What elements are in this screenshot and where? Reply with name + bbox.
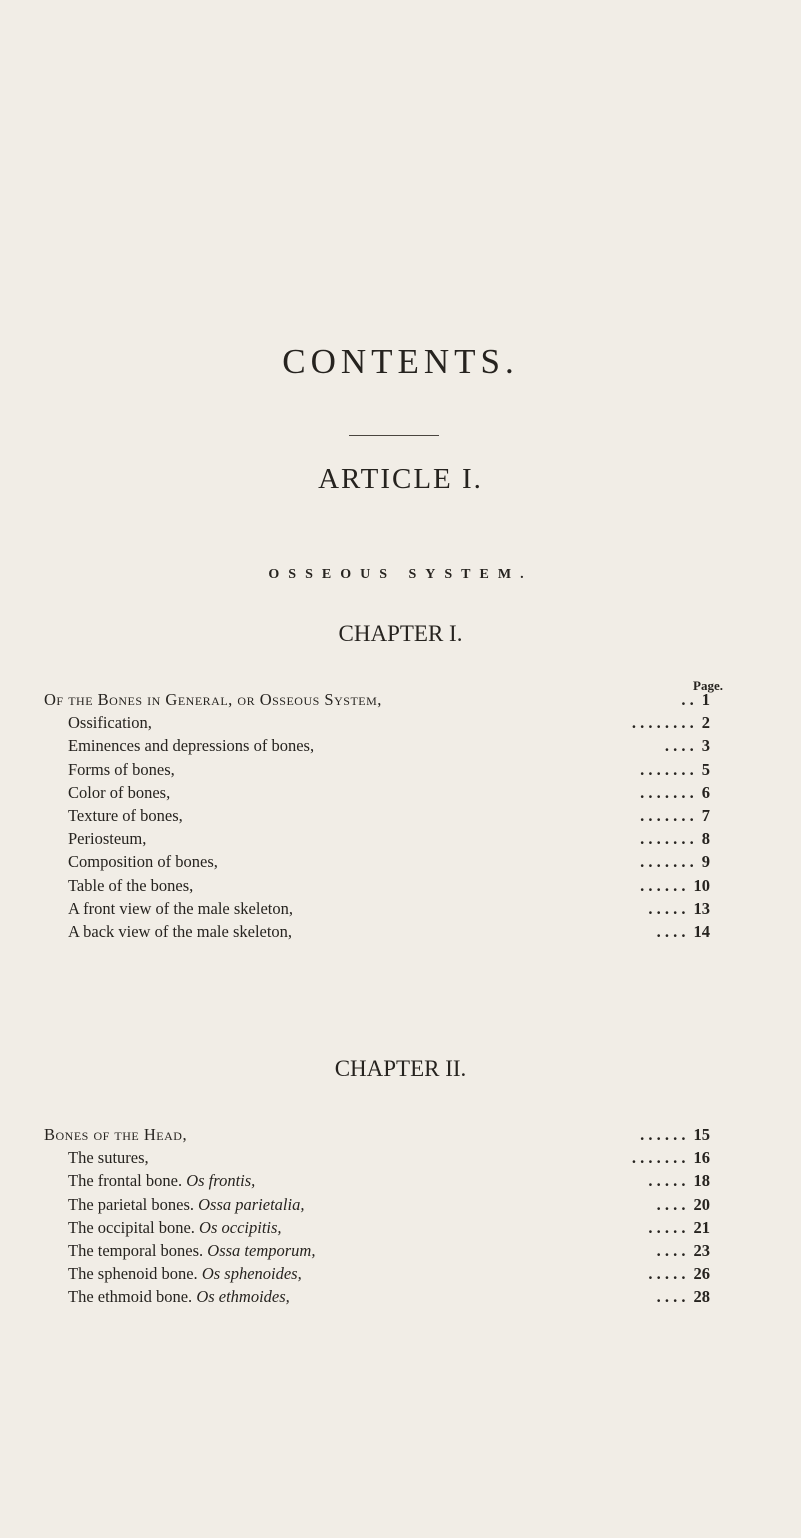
toc-leader-dots: . . . . (656, 1241, 686, 1260)
toc-page-number: 5 (701, 759, 710, 779)
toc-entry-latin-name: Os sphenoides, (201, 1264, 302, 1284)
toc-leader-dots: . . . . (664, 736, 694, 756)
toc-leader-dots: . . . . . . . (640, 806, 694, 825)
toc-entry-title (68, 850, 218, 874)
toc-entry (68, 804, 710, 828)
chapter-heading-2: CHAPTER II. (334, 1056, 467, 1081)
toc-leader-dots: . . . . . (648, 1217, 686, 1237)
toc-page-number: 13 (693, 898, 710, 918)
toc-page-number: 20 (693, 1194, 710, 1214)
toc-entry-title (68, 758, 175, 782)
toc-entry-title (68, 1169, 255, 1193)
toc-entry-title (68, 711, 152, 735)
toc-page-number: 21 (693, 1217, 710, 1237)
toc-entry-title (68, 1239, 315, 1263)
toc-leader-dots: . . . . . . . (640, 829, 694, 849)
toc-page-number: 9 (701, 852, 710, 872)
toc-leader-dots: . . . . . . (640, 875, 686, 895)
toc-page-number: 8 (701, 829, 710, 849)
toc-entry (68, 1239, 710, 1263)
toc-entry-title (68, 920, 292, 944)
toc-entry-latin-name: Os occipitis, (199, 1217, 282, 1237)
toc-entry (68, 711, 710, 735)
title-divider (349, 435, 439, 436)
toc-page-number: 14 (693, 922, 710, 941)
toc-entry-title (44, 1123, 187, 1147)
toc-entry-title (68, 1262, 302, 1286)
toc-leader-dots: . . (681, 690, 694, 709)
toc-page-number: 2 (701, 713, 710, 733)
toc-leader-dots: . . . . . (648, 898, 686, 918)
toc-entry-label: Composition of bones, (68, 852, 218, 872)
toc-entry-title (44, 688, 382, 712)
toc-entry (68, 850, 710, 874)
toc-page-number: 28 (693, 1287, 710, 1307)
toc-page-number: 23 (693, 1241, 710, 1260)
toc-entry-latin-name: Ossa temporum, (207, 1241, 316, 1260)
page-title: CONTENTS. (282, 342, 519, 381)
article-subtitle: OSSEOUS SYSTEM. (268, 567, 533, 582)
toc-leader-dots: . . . . . . . (640, 782, 694, 802)
toc-entry-label: A back view of the male skeleton, (68, 922, 293, 941)
toc-page-number: 6 (701, 782, 710, 802)
toc-page-number: 1 (701, 690, 710, 709)
toc-entry (68, 1285, 710, 1309)
toc-entry (68, 1169, 710, 1193)
toc-entry (68, 1262, 710, 1286)
toc-page-number: 7 (701, 806, 710, 825)
toc-entry-latin-name: Os frontis, (186, 1171, 256, 1191)
toc-entry-latin-name: Os ethmoides, (196, 1287, 290, 1307)
toc-entry-title (68, 1285, 290, 1309)
toc-leader-dots: . . . . (656, 1194, 686, 1214)
article-heading: ARTICLE I. (318, 463, 483, 495)
toc-entry-title (68, 827, 146, 851)
toc-entry-label: The ethmoid bone. (68, 1287, 193, 1307)
toc-leader-dots: . . . . . (648, 1171, 686, 1191)
toc-entry-label: The sutures, (68, 1148, 149, 1168)
toc-entry-title (68, 1193, 304, 1217)
toc-entry-label: Texture of bones, (68, 806, 183, 825)
toc-leader-dots: . . . . (656, 1287, 686, 1307)
toc-entry (68, 827, 710, 851)
toc-entry-label: Table of the bones, (68, 875, 194, 895)
toc-leader-dots: . . . . . . . (640, 852, 694, 872)
toc-entry-title (68, 874, 193, 898)
toc-entry (44, 688, 710, 712)
toc-entry-title (68, 1216, 282, 1240)
toc-entry (68, 874, 710, 898)
page-column-label: Page. (693, 678, 723, 693)
toc-entry-label: The frontal bone. (68, 1171, 183, 1191)
toc-leader-dots: . . . . . . . . (631, 713, 694, 733)
toc-entry-title (68, 897, 293, 921)
toc-entry (68, 1216, 710, 1240)
toc-page-number: 10 (693, 875, 710, 895)
toc-leader-dots: . . . . . . (640, 1125, 686, 1144)
toc-page-number: 3 (701, 736, 710, 756)
toc-entry-label: The sphenoid bone. (68, 1264, 198, 1284)
toc-entry-label: Of the Bones in General, or Osseous System, (44, 690, 382, 709)
toc-page-number: 18 (693, 1171, 710, 1191)
toc-entry-label: A front view of the male skeleton, (68, 898, 293, 918)
toc-entry (68, 920, 710, 944)
toc-entry-title (68, 734, 314, 758)
toc-page-number: 15 (693, 1125, 710, 1144)
toc-leader-dots: . . . . . . . (640, 759, 694, 779)
toc-entry (68, 734, 710, 758)
toc-entry-label: The occipital bone. (68, 1217, 195, 1237)
toc-entry (68, 1193, 710, 1217)
toc-entry-latin-name: Ossa parietalia, (198, 1194, 305, 1214)
chapter-heading-1: CHAPTER I. (338, 621, 463, 646)
toc-entry (68, 781, 710, 805)
toc-entry (68, 897, 710, 921)
toc-entry-title (68, 1146, 149, 1170)
toc-entry-label: The temporal bones. (68, 1241, 204, 1260)
toc-entry-label: The parietal bones. (68, 1194, 194, 1214)
toc-entry-label: Ossification, (68, 713, 152, 733)
toc-entry-label: Forms of bones, (68, 759, 175, 779)
toc-entry-label: Color of bones, (68, 782, 171, 802)
toc-entry-label: Eminences and depressions of bones, (68, 736, 315, 756)
toc-leader-dots: . . . . . . . (631, 1148, 686, 1168)
toc-entry (44, 1123, 710, 1147)
toc-entry (68, 1146, 710, 1170)
toc-entry-label: Bones of the Head, (44, 1125, 188, 1144)
toc-entry-title (68, 804, 183, 828)
toc-entry-label: Periosteum, (68, 829, 147, 849)
toc-leader-dots: . . . . . (648, 1264, 686, 1284)
toc-leader-dots: . . . . (656, 922, 686, 941)
toc-entry-title (68, 781, 170, 805)
toc-page-number: 26 (693, 1264, 710, 1284)
toc-entry (68, 758, 710, 782)
toc-page-number: 16 (693, 1148, 710, 1168)
